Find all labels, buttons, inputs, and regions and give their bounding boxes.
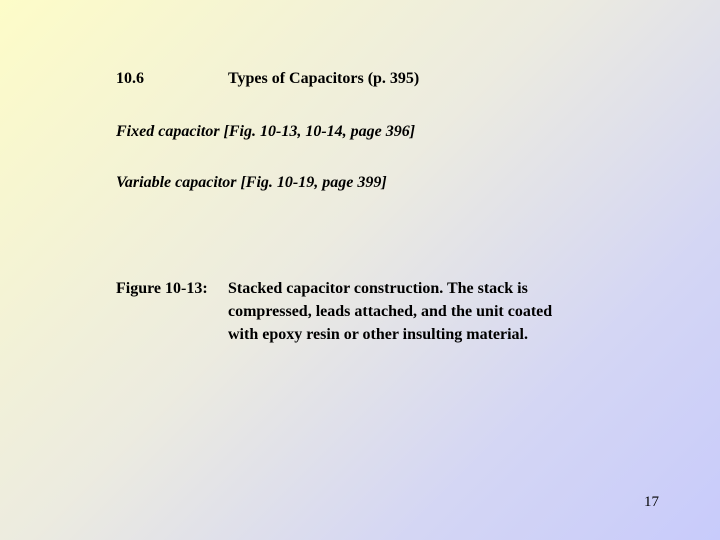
page-number: 17: [644, 494, 659, 510]
caption-line-1: Stacked capacitor construction. The stack is: [228, 280, 528, 297]
caption-line-3: with epoxy resin or other insulting material.: [228, 326, 528, 343]
figure-caption: [228, 277, 648, 346]
figure-label: Figure 10-13:: [116, 280, 208, 297]
fixed-capacitor-line: Fixed capacitor [Fig. 10-13, 10-14, page 396]: [116, 123, 416, 140]
section-number: 10.6: [116, 70, 144, 87]
section-title: Types of Capacitors (p. 395): [228, 70, 420, 87]
caption-line-2: compressed, leads attached, and the unit coated: [228, 303, 553, 320]
variable-capacitor-line: Variable capacitor [Fig. 10-19, page 399]: [116, 174, 387, 191]
